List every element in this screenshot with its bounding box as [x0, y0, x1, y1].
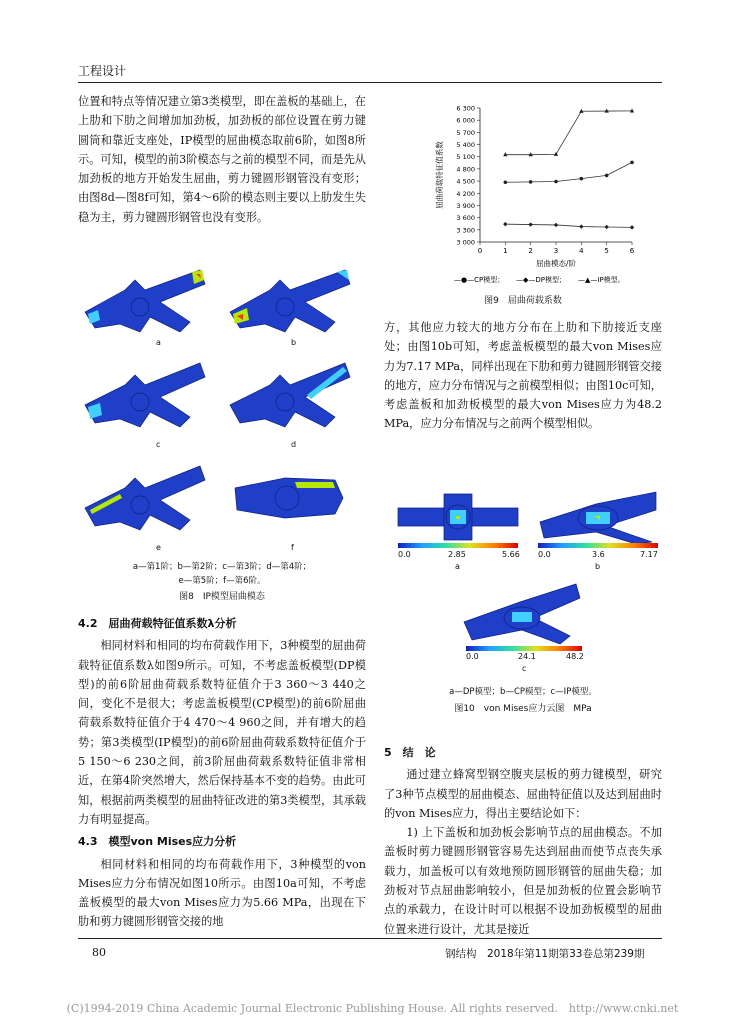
- y-tick-label: 4 800: [456, 165, 475, 174]
- point-CP模型: [630, 161, 634, 165]
- point-CP模型: [580, 177, 584, 181]
- series-line-CP模型: [505, 162, 632, 182]
- fig10-c-tick-0: 0.0: [466, 652, 479, 661]
- copyright-line: (C)1994-2019 China Academic Journal Electronic Publishing House. All rights reserved. http://www.cnki.net: [66, 1002, 679, 1015]
- fig10-label-c: c: [522, 664, 527, 673]
- x-axis-label: 屈曲模态/阶: [535, 259, 577, 268]
- fig10-b-tick-1: 3.6: [592, 550, 605, 559]
- y-tick-label: 6 000: [456, 116, 475, 125]
- point-IP模型: [630, 108, 634, 112]
- fig10-b-tick-2: 7.17: [640, 550, 658, 559]
- point-DP模型: [630, 225, 634, 229]
- fig10-model-b: [536, 482, 660, 546]
- y-tick-label: 5 400: [456, 141, 475, 150]
- point-DP模型: [554, 223, 558, 227]
- point-CP模型: [605, 174, 609, 178]
- y-tick-label: 5 100: [456, 153, 475, 162]
- point-DP模型: [579, 224, 583, 228]
- series-line-IP模型: [505, 111, 632, 155]
- y-tick-label: 6 300: [456, 104, 475, 113]
- point-CP模型: [554, 180, 558, 184]
- y-tick-label: 3 600: [456, 214, 475, 223]
- fig10-colorbar-b: [538, 543, 658, 548]
- point-DP模型: [528, 222, 532, 226]
- journal-info: 钢结构 2018年第11期第33卷总第239期: [445, 948, 645, 960]
- section-4-3-title: 4.3 模型von Mises应力分析: [78, 835, 237, 849]
- section-4-3-text: 相同材料和相同的均布荷载作用下，3种模型的von Mises应力分布情况如图10所示。由图10a可知，不考虑盖板模型的最大von Mises应力为5.66 MPa，出现在下肋和剪力键圆形钢管交接的地: [78, 857, 366, 929]
- x-tick-label: 0: [477, 247, 483, 255]
- para-intro: 位置和特点等情况建立第3类模型，即在盖板的基础上，在上肋和下肋之间增加加劲板，加劲板的部位设置在剪力键圆筒和靠近支座处，IP模型的屈曲模态取前6阶，如图8所示。可知，模型的前3阶模态与之前的模型不同，而是先从加劲板的地方开始发生屈曲，剪力键圆形钢管没有变形；由图8d—图8f可知，第4～6阶的模态则主要以上肋发生失稳为主，剪力键圆形钢管也没有变形。: [78, 95, 366, 224]
- y-tick-label: 3 900: [456, 201, 475, 210]
- fig10-colorbar-c: [466, 646, 582, 651]
- fig10-b-tick-0: 0.0: [538, 550, 551, 559]
- fig10-colorbar-a: [398, 543, 518, 548]
- footer-rule: [78, 938, 662, 939]
- section-5-text: 通过建立蜂窝型钢空腹夹层板的剪力键模型，研究了3种节点模型的屈曲模态、屈曲特征值以及达到屈曲时的von Mises应力，得出主要结论如下：: [384, 768, 662, 820]
- fig10-model-a: [394, 488, 522, 546]
- fig8-model-a: [80, 262, 210, 340]
- para-continued: 方，其他应力较大的地方分布在上肋和下肋接近支座处；由图10b可知，考虑盖板模型的最大von Mises应力为7.17 MPa，同样出现在下肋和剪力键圆形钢管交接的地方，应力分布情况与之前模型相似；由图10c可知，考虑盖板和加劲板模型的最大von Mises应力为48.2 MPa，应力分布情况与之前两个模型相似。: [384, 321, 662, 431]
- legend-entry: —●—CP模型；: [454, 276, 505, 284]
- x-tick-label: 1: [503, 247, 508, 255]
- fig10-caption: 图10 von Mises应力云图 MPa: [454, 704, 592, 714]
- point-DP模型: [604, 225, 608, 229]
- y-tick-label: 3 000: [456, 238, 475, 247]
- fig10-a-tick-2: 5.66: [502, 550, 520, 559]
- x-tick-label: 5: [604, 247, 609, 255]
- section-5-item-1: 1) 上下盖板和加劲板会影响节点的屈曲模态。不加盖板时剪力键圆形钢管容易先达到屈曲而使节点丧失承载力，加盖板可以有效地预防圆形钢管的屈曲失稳；加劲板对节点屈曲影响较小，但是加劲板的位置会影响节点的承载力，在设计时可以根据不设加劲板模型的屈曲位置来进行设计，尤其是接近: [384, 826, 662, 936]
- running-header: 工程设计: [78, 64, 127, 78]
- x-tick-label: 4: [579, 247, 584, 255]
- fig8-model-f: [225, 458, 355, 538]
- fig8-model-e: [80, 458, 210, 538]
- page-number: 80: [92, 946, 106, 959]
- x-tick-label: 6: [629, 247, 635, 255]
- point-CP模型: [504, 181, 508, 185]
- section-4-2-title: 4.2 屈曲荷载特征值系数λ分析: [78, 617, 237, 630]
- fig8-label-e: e: [156, 543, 161, 552]
- fig10-a-tick-1: 2.85: [448, 550, 466, 559]
- fig8-label-f: f: [291, 543, 294, 552]
- y-tick-label: 4 200: [456, 189, 475, 198]
- fig8-label-d: d: [291, 440, 297, 449]
- point-CP模型: [529, 180, 533, 184]
- fig9-chart: [384, 96, 662, 310]
- fig8-model-b: [225, 262, 355, 340]
- legend-entry: —▲—IP模型。: [578, 276, 625, 284]
- fig8-label-c: c: [156, 440, 161, 449]
- fig8-legend-1: a—第1阶；b—第2阶；c—第3阶；d—第4阶；: [132, 562, 312, 572]
- legend-entry: —◆—DP模型；: [516, 276, 566, 284]
- fig8-legend-2: e—第5阶；f—第6阶。: [178, 576, 266, 586]
- fig8-label-a: a: [156, 338, 161, 347]
- fig10-model-c: [460, 578, 584, 650]
- fig10-a-tick-0: 0.0: [398, 550, 411, 559]
- fig8-label-b: b: [291, 338, 297, 347]
- fig10-c-tick-1: 24.1: [518, 652, 536, 661]
- header-rule: [78, 82, 662, 83]
- point-IP模型: [554, 152, 558, 156]
- section-4-2-text: 相同材料和相同的均布荷载作用下，3种模型的屈曲荷载特征值系数λ如图9所示。可知，不考虑盖板模型(DP模型)的前6阶屈曲荷载系数特征值介于3 360～3 440之间，变化不是很大；考虑盖板模型(CP模型)的前6阶屈曲荷载系数特征值介于4 470～4 960之间，并有增大的趋势；第3类模型(IP模型)的前6阶屈曲荷载系数特征值介于5 150～6 230之间，前3阶屈曲荷载系数特征值非常相近，在第4阶突然增大，然后保持基本不变的趋势。由此可知，根据前两类模型的屈曲特征改进的第3类模型，其承载力有明显提高。: [78, 639, 366, 826]
- left-intro: [78, 92, 366, 227]
- x-tick-label: 2: [528, 247, 533, 255]
- fig8-model-d: [225, 355, 355, 435]
- fig10-legend: a—DP模型；b—CP模型；c—IP模型。: [449, 687, 597, 697]
- y-tick-label: 3 300: [456, 226, 475, 235]
- right-upper: [384, 318, 662, 434]
- fig8-caption: 图8 IP模型屈曲模态: [179, 592, 265, 602]
- fig10-label-b: b: [595, 562, 601, 571]
- point-DP模型: [503, 222, 507, 226]
- fig9-caption: 图9 屈曲荷载系数: [484, 296, 562, 306]
- y-tick-label: 5 700: [456, 128, 475, 137]
- right-lower: [384, 740, 662, 939]
- y-axis-label: 屈曲荷载特征值系数: [435, 141, 444, 209]
- x-tick-label: 3: [553, 247, 559, 255]
- section-5-title: 5 结 论: [384, 746, 436, 759]
- left-lower: [78, 611, 366, 932]
- fig10-c-tick-2: 48.2: [566, 652, 584, 661]
- fig10-label-a: a: [455, 562, 460, 571]
- fig8-model-c: [80, 355, 210, 435]
- y-tick-label: 4 500: [456, 177, 475, 186]
- series-line-DP模型: [505, 224, 632, 227]
